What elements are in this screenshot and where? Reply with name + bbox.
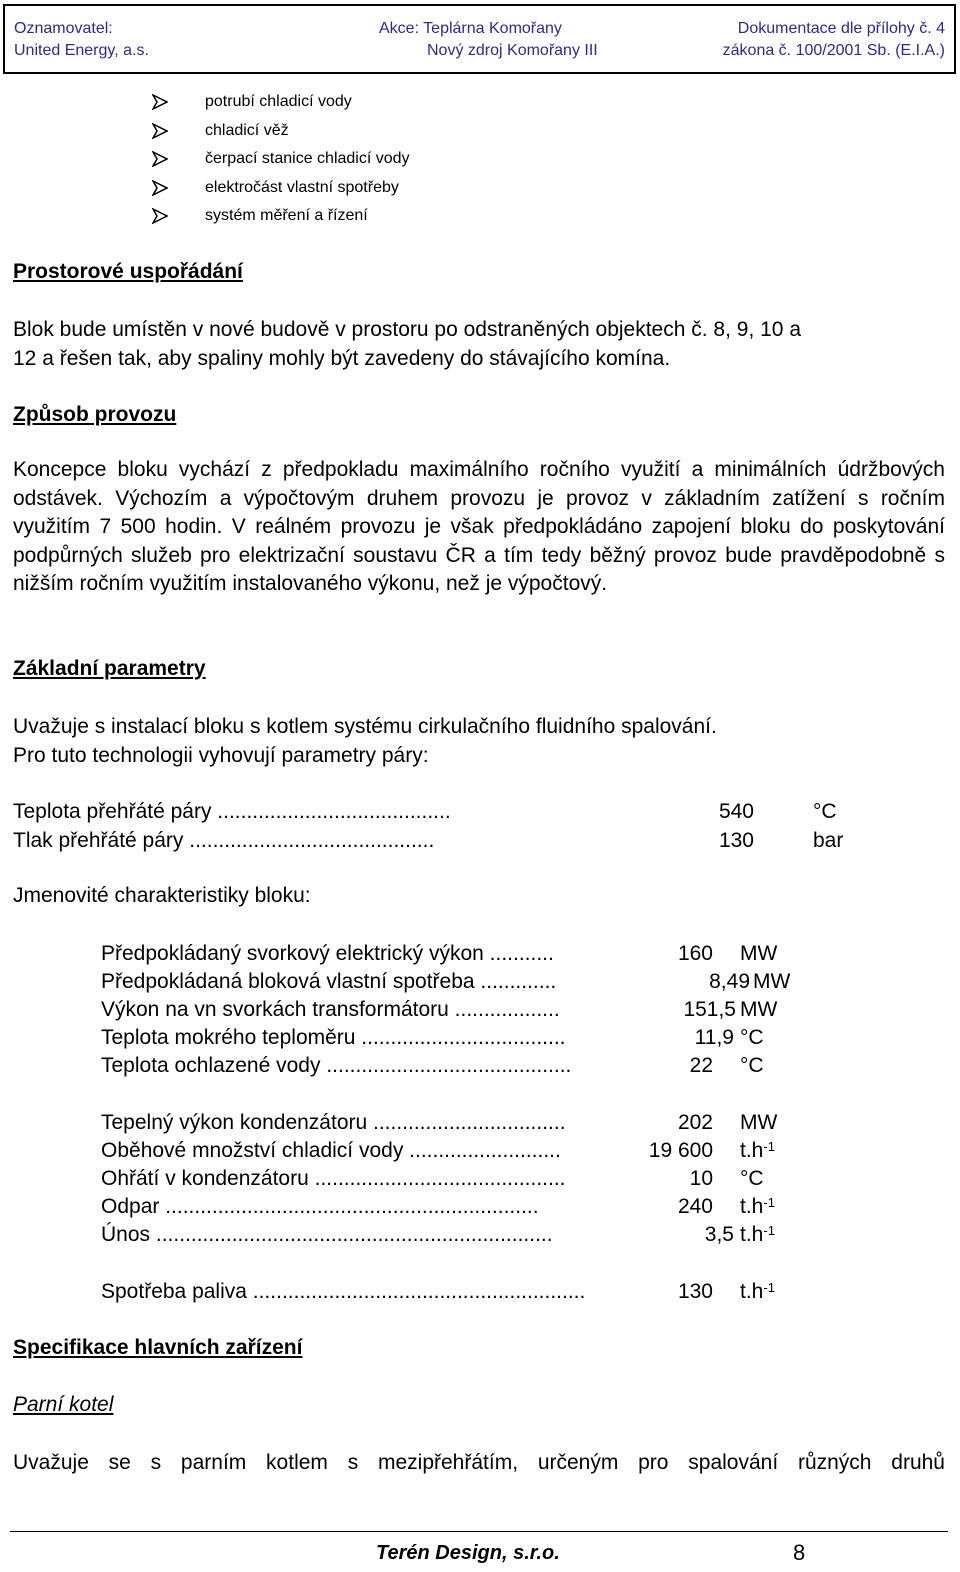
- header-documentation: Dokumentace dle přílohy č. 4 zákona č. 100/2001 Sb. (E.I.A.): [722, 20, 945, 59]
- spec-row: Teplota ochlazené vody .......................................... 22 °C: [101, 1054, 764, 1077]
- paragraph-fluid-combustion: Uvažuje s instalací bloku s kotlem systému cirkulačního fluidního spalování.: [13, 715, 717, 738]
- spec-row: Odpar ................................................................ 240 $t.h^{-1}$: [101, 1195, 775, 1218]
- spec-row: Tepelný výkon kondenzátoru ................................. 202 MW: [101, 1111, 778, 1134]
- spec-row: Ohřátí v kondenzátoru ........................................... 10 °C: [101, 1167, 764, 1190]
- list-item: potrubí chladicí vody: [152, 88, 410, 117]
- paragraph-operation: Koncepce bloku vychází z předpokladu maximálního ročního využití a minimálních údržbových odstávek. Výchozím a výpočtovým druhem provozu je provoz v základním zatížení s ročním využitím 7 500 hodin. V reálném provozu je však předpokládáno zapojení bloku do poskytování podpůrných služeb pro elektrizační soustavu ČR a tím tedy běžný provoz bude pravděpodobně s nižším ročním využitím instalovaného výkonu, než je výpočtový.: [13, 458, 945, 595]
- arrow-bullet-icon: [152, 123, 168, 139]
- subheading-steam-boiler: Parní kotel: [13, 1393, 114, 1416]
- document-header: [3, 4, 956, 74]
- paragraph-layout-line2: 12 a řešen tak, aby spaliny mohly být zavedeny do stávajícího komína.: [13, 347, 671, 370]
- header-project: Akce: Teplárna Komořany Nový zdroj Komořany III: [379, 20, 598, 59]
- section-heading-layout: Prostorové uspořádání: [13, 260, 243, 283]
- spec-row: Oběhové množství chladicí vody .......................... 19 600 $t.h^{-1}$: [101, 1139, 775, 1162]
- paragraph-steam-boiler: Uvažuje se s parním kotlem s mezipřehřátím, určeným pro spalování různých druhů: [13, 1451, 945, 1474]
- footer-company: Terén Design, s.r.o.: [376, 1542, 560, 1564]
- equipment-list: [152, 88, 410, 231]
- arrow-bullet-icon: [152, 151, 168, 167]
- list-item: elektročást vlastní spotřeby: [152, 174, 410, 203]
- steam-param-row: Teplota přehřáté páry ........................................ 540 °C: [13, 800, 837, 823]
- spec-row-fuel: Spotřeba paliva ......................................................... 130 $t.h^{-1}$: [101, 1280, 775, 1303]
- paragraph-block-characteristics: Jmenovité charakteristiky bloku:: [13, 884, 311, 907]
- list-item: čerpací stanice chladicí vody: [152, 145, 410, 174]
- spec-row: Únos .................................................................... 3,5 $t.h^{-1}$: [101, 1223, 775, 1246]
- spec-row: Předpokládaná bloková vlastní spotřeba ............. 8,49 MW: [101, 970, 791, 993]
- section-heading-operation: Způsob provozu: [13, 403, 177, 426]
- page-number: 8: [793, 1540, 806, 1565]
- paragraph-layout-line1: Blok bude umístěn v nové budově v prostoru po odstraněných objektech č. 8, 9, 10 a: [13, 318, 801, 341]
- footer-divider: [10, 1531, 948, 1532]
- arrow-bullet-icon: [152, 94, 168, 110]
- arrow-bullet-icon: [152, 180, 168, 196]
- list-item: systém měření a řízení: [152, 202, 410, 231]
- list-item: chladicí věž: [152, 117, 410, 146]
- spec-row: Předpokládaný svorkový elektrický výkon ........... 160 MW: [101, 942, 778, 965]
- section-heading-specification: Specifikace hlavních zařízení: [13, 1336, 303, 1359]
- paragraph-steam-params: Pro tuto technologii vyhovují parametry páry:: [13, 744, 429, 767]
- section-heading-parameters: Základní parametry: [13, 657, 206, 680]
- spec-row: Výkon na vn svorkách transformátoru .................. 151,5 MW: [101, 998, 778, 1021]
- arrow-bullet-icon: [152, 208, 168, 224]
- spec-row: Teplota mokrého teploměru ................................... 11,9 °C: [101, 1026, 764, 1049]
- header-applicant: Oznamovatel: United Energy, a.s.: [14, 20, 149, 59]
- steam-param-row: Tlak přehřáté páry .......................................... 130 bar: [13, 829, 844, 852]
